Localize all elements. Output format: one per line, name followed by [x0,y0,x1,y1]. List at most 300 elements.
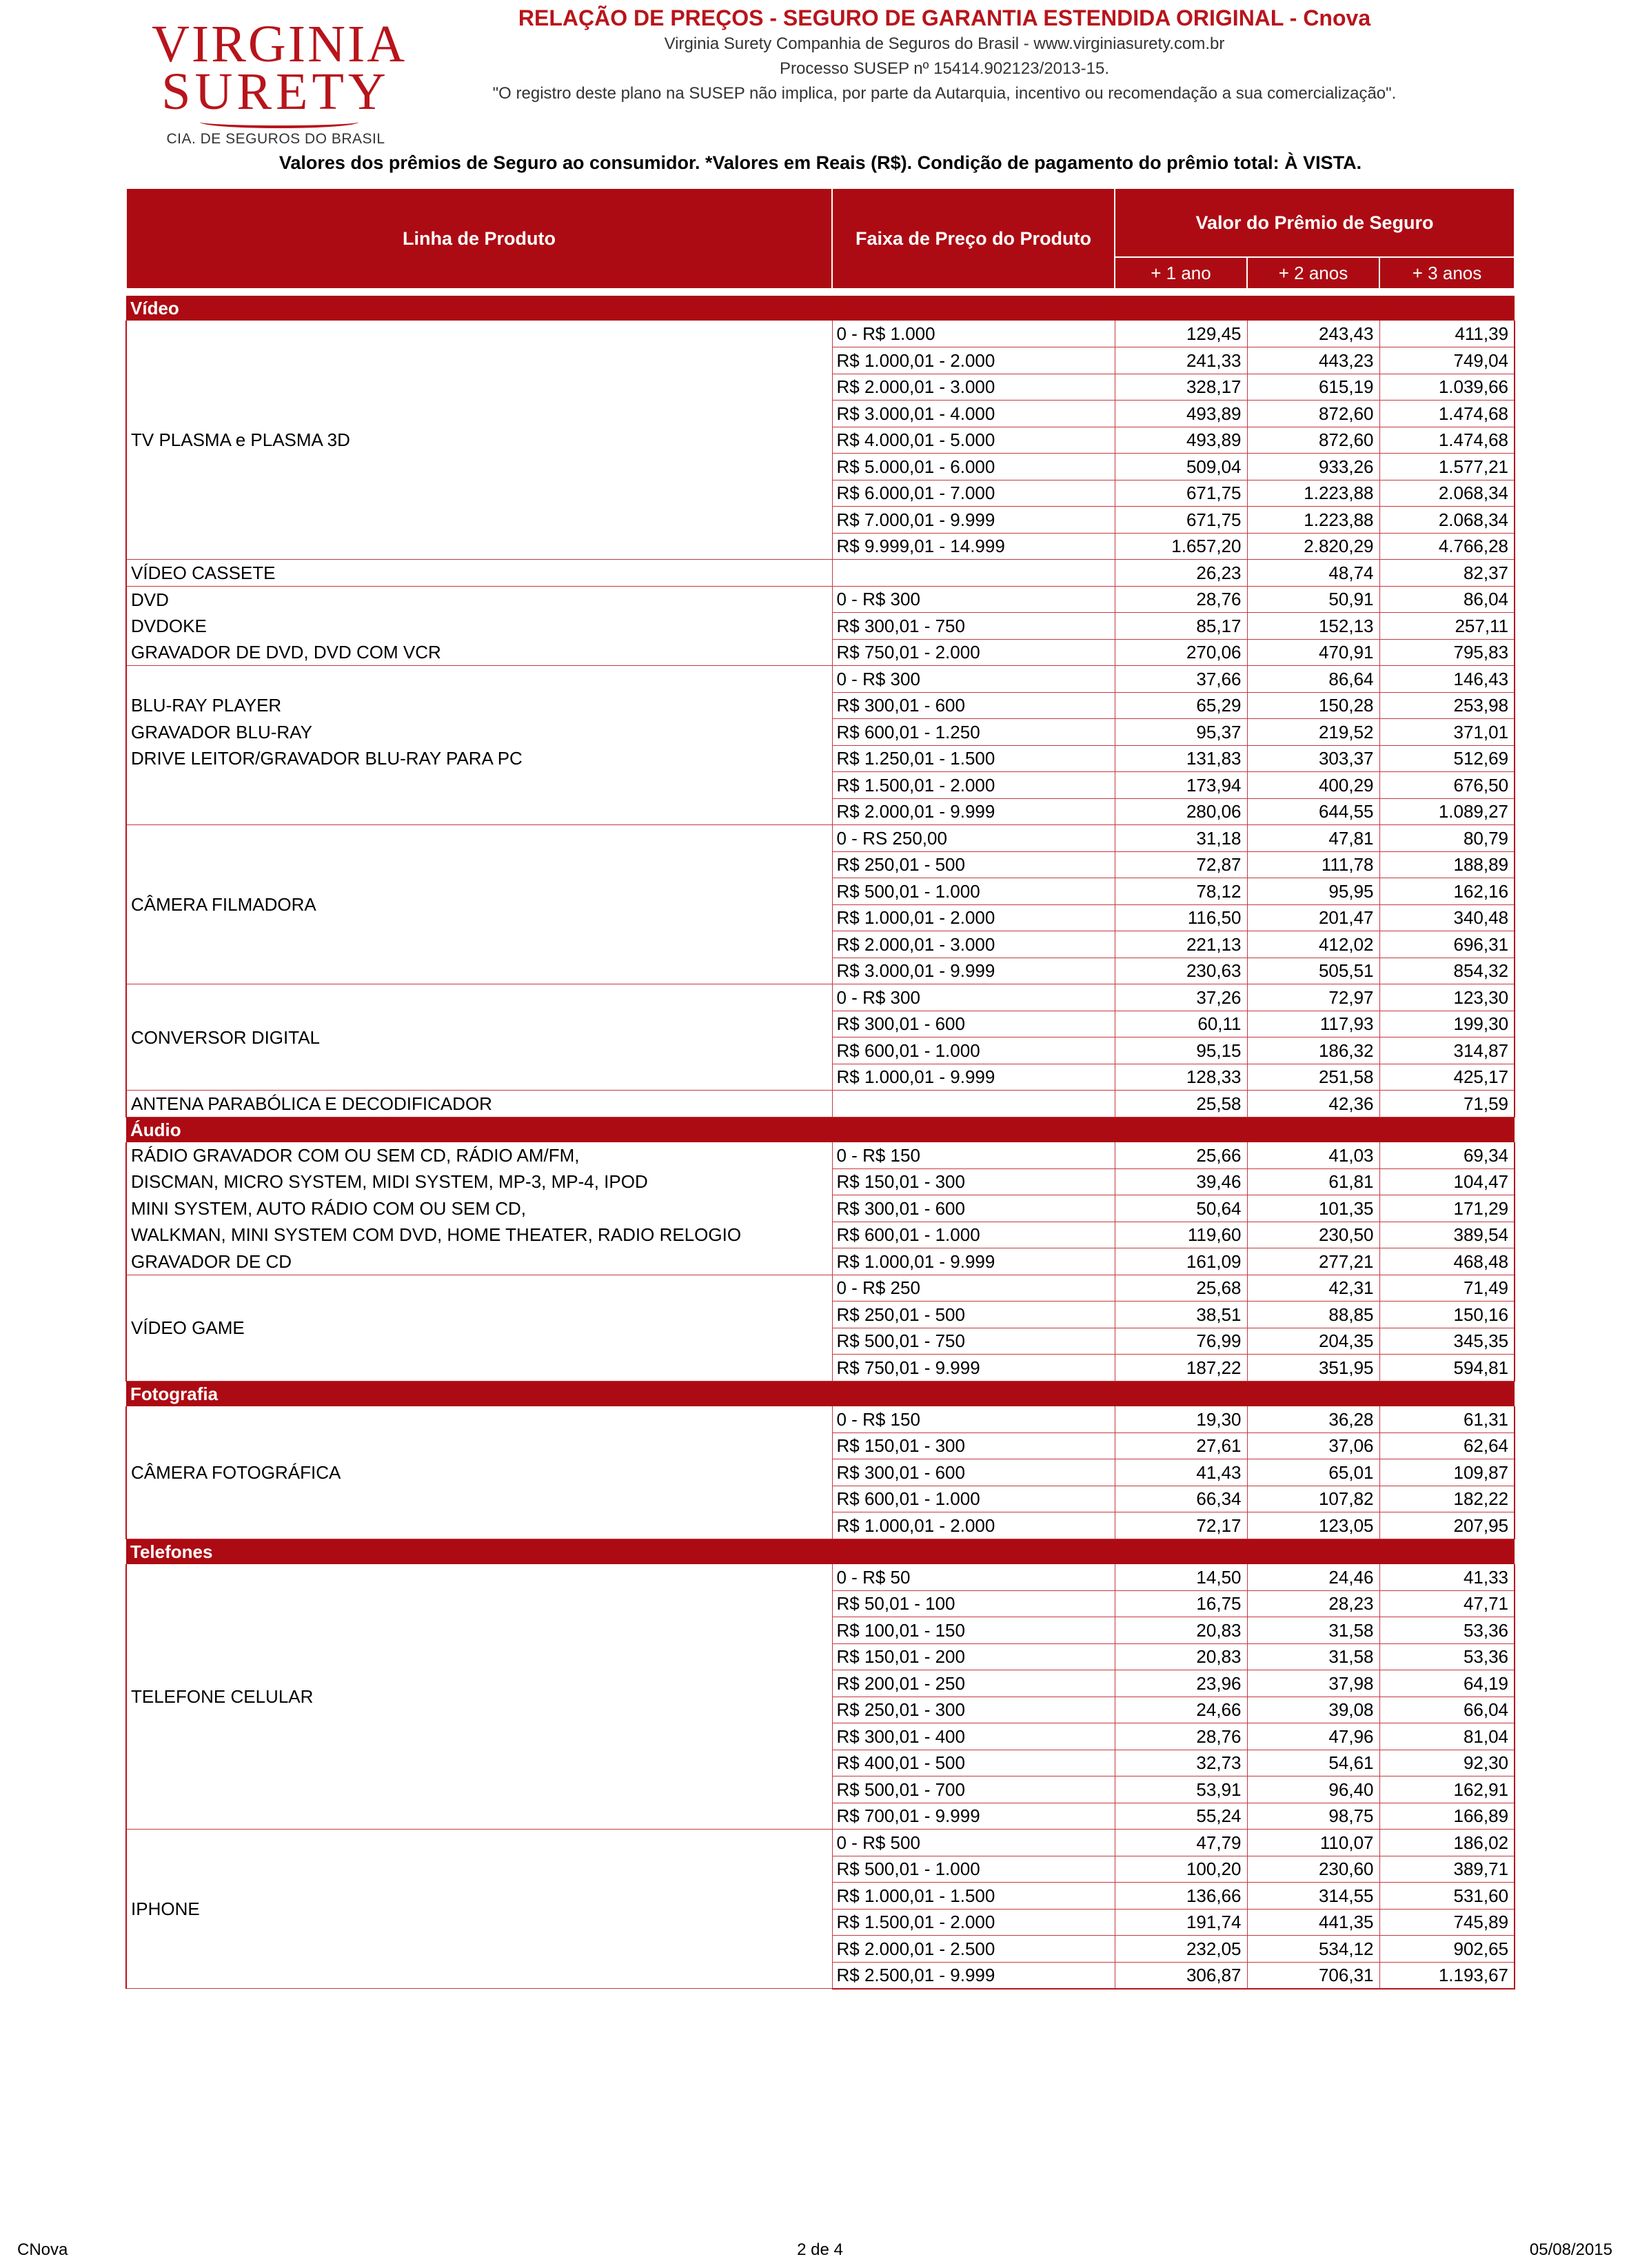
price-range-cell: R$ 150,01 - 300 [832,1168,1115,1195]
premium-1-year-cell: 328,17 [1115,374,1247,401]
premium-2-years-cell: 230,50 [1247,1222,1379,1248]
premium-3-years-cell: 162,16 [1379,878,1515,905]
premium-2-years-cell: 204,35 [1247,1328,1379,1355]
premium-1-year-cell: 20,83 [1115,1643,1247,1670]
premium-1-year-cell: 31,18 [1115,825,1247,852]
price-range-cell: 0 - R$ 150 [832,1406,1115,1433]
premium-1-year-cell: 37,66 [1115,666,1247,693]
table-row [126,984,1515,1011]
premium-1-year-cell: 280,06 [1115,798,1247,825]
price-range-cell: R$ 7.000,01 - 9.999 [832,507,1115,534]
table-row [126,1830,1515,1856]
premium-1-year-cell: 65,29 [1115,692,1247,719]
product-name-cell: BLU-RAY PLAYER [126,692,832,719]
premium-2-years-cell: 706,31 [1247,1962,1379,1989]
premium-2-years-cell: 230,60 [1247,1856,1379,1883]
premium-3-years-cell: 80,79 [1379,825,1515,852]
premium-3-years-cell: 854,32 [1379,958,1515,984]
premium-1-year-cell: 72,87 [1115,851,1247,878]
premium-1-year-cell: 221,13 [1115,931,1247,958]
price-range-cell: R$ 500,01 - 1.000 [832,1856,1115,1883]
premium-3-years-cell: 1.577,21 [1379,454,1515,480]
premium-3-years-cell: 2.068,34 [1379,480,1515,507]
product-name-line: IPHONE [131,1899,200,1919]
price-range-cell: 0 - R$ 250 [832,1275,1115,1302]
logo-swoosh [200,116,358,128]
table-row [126,1406,1515,1433]
price-range-cell: R$ 1.000,01 - 1.500 [832,1883,1115,1910]
price-range-cell: R$ 750,01 - 9.999 [832,1355,1115,1381]
premium-1-year-cell: 270,06 [1115,639,1247,666]
premium-1-year-cell: 25,66 [1115,1142,1247,1169]
section-header-row [126,1539,1515,1564]
document-title: RELAÇÃO DE PREÇOS - SEGURO DE GARANTIA ESTENDIDA ORIGINAL - Cnova [518,6,1371,30]
price-range-cell: R$ 100,01 - 150 [832,1617,1115,1644]
table-row [126,772,1515,799]
premium-2-years-cell: 441,35 [1247,1909,1379,1936]
price-range-cell: R$ 600,01 - 1.000 [832,1486,1115,1512]
premium-2-years-cell: 50,91 [1247,586,1379,613]
product-name-cell: GRAVADOR DE CD [126,1248,832,1275]
premium-1-year-cell: 493,89 [1115,427,1247,454]
premium-3-years-cell: 531,60 [1379,1883,1515,1910]
product-name-cell [126,321,832,560]
premium-3-years-cell: 182,22 [1379,1486,1515,1512]
header-spacer [126,289,1515,296]
premium-1-year-cell: 78,12 [1115,878,1247,905]
premium-2-years-cell: 88,85 [1247,1302,1379,1328]
table-row [126,1222,1515,1248]
product-name-cell [126,1564,832,1830]
section-header-row [126,296,1515,321]
premium-3-years-cell: 47,71 [1379,1590,1515,1617]
premium-1-year-cell: 27,61 [1115,1432,1247,1459]
premium-1-year-cell: 671,75 [1115,480,1247,507]
premium-2-years-cell: 42,31 [1247,1275,1379,1302]
premium-2-years-cell: 107,82 [1247,1486,1379,1512]
premium-2-years-cell: 37,06 [1247,1432,1379,1459]
price-range-cell: 0 - R$ 500 [832,1830,1115,1856]
premium-3-years-cell: 512,69 [1379,745,1515,772]
price-range-cell: R$ 300,01 - 600 [832,692,1115,719]
footer-page-number: 2 de 4 [797,2240,843,2259]
price-range-cell: R$ 5.000,01 - 6.000 [832,454,1115,480]
premium-2-years-cell: 2.820,29 [1247,533,1379,560]
price-range-cell: R$ 2.500,01 - 9.999 [832,1962,1115,1989]
product-name-cell: WALKMAN, MINI SYSTEM COM DVD, HOME THEATER, RADIO RELOGIO [126,1222,832,1248]
table-row [126,639,1515,666]
premium-1-year-cell: 19,30 [1115,1406,1247,1433]
premium-3-years-cell: 1.089,27 [1379,798,1515,825]
header-premium-value: Valor do Prêmio de Seguro [1115,188,1515,257]
logo-line1: VIRGINIA [152,15,407,73]
price-range-cell: R$ 500,01 - 700 [832,1776,1115,1803]
premium-1-year-cell: 100,20 [1115,1856,1247,1883]
product-name-cell [126,1830,832,1989]
product-name-line: CONVERSOR DIGITAL [131,1026,321,1048]
price-range-cell: R$ 6.000,01 - 7.000 [832,480,1115,507]
premium-1-year-cell: 25,68 [1115,1275,1247,1302]
premium-2-years-cell: 61,81 [1247,1168,1379,1195]
price-range-cell: R$ 700,01 - 9.999 [832,1803,1115,1830]
premium-1-year-cell: 38,51 [1115,1302,1247,1328]
price-range-cell: R$ 2.000,01 - 3.000 [832,374,1115,401]
table-row [126,560,1515,587]
price-range-cell: R$ 300,01 - 750 [832,613,1115,640]
premium-1-year-cell: 37,26 [1115,984,1247,1011]
table-row [126,825,1515,852]
premium-3-years-cell: 41,33 [1379,1564,1515,1591]
premium-2-years-cell: 872,60 [1247,401,1379,427]
premium-2-years-cell: 42,36 [1247,1091,1379,1117]
premium-2-years-cell: 243,43 [1247,321,1379,347]
premium-2-years-cell: 314,55 [1247,1883,1379,1910]
product-name-cell: DISCMAN, MICRO SYSTEM, MIDI SYSTEM, MP-3, MP-4, IPOD [126,1168,832,1195]
premium-2-years-cell: 37,98 [1247,1670,1379,1697]
premium-2-years-cell: 101,35 [1247,1195,1379,1222]
price-range-cell: R$ 750,01 - 2.000 [832,639,1115,666]
table-row [126,745,1515,772]
premium-3-years-cell: 104,47 [1379,1168,1515,1195]
premium-3-years-cell: 371,01 [1379,719,1515,746]
section-title: Fotografia [126,1381,1515,1406]
price-range-cell: 0 - R$ 300 [832,984,1115,1011]
premium-2-years-cell: 31,58 [1247,1643,1379,1670]
price-range-cell: R$ 1.000,01 - 2.000 [832,347,1115,374]
premium-2-years-cell: 123,05 [1247,1512,1379,1539]
footer-date: 05/08/2015 [1529,2240,1612,2259]
premium-3-years-cell: 1.039,66 [1379,374,1515,401]
premium-2-years-cell: 470,91 [1247,639,1379,666]
product-name-cell [126,825,832,984]
price-range-cell [832,560,1115,587]
premium-1-year-cell: 509,04 [1115,454,1247,480]
premium-3-years-cell: 62,64 [1379,1432,1515,1459]
premium-2-years-cell: 117,93 [1247,1011,1379,1037]
premium-3-years-cell: 1.193,67 [1379,1962,1515,1989]
table-row [126,1275,1515,1302]
premium-2-years-cell: 534,12 [1247,1936,1379,1963]
header-product-line: Linha de Produto [126,188,832,289]
price-table-body [126,296,1515,1989]
premium-2-years-cell: 615,19 [1247,374,1379,401]
process-line: Processo SUSEP nº 15414.902123/2013-15. [780,59,1109,78]
product-name-cell [126,798,832,825]
price-range-cell: R$ 3.000,01 - 9.999 [832,958,1115,984]
premium-2-years-cell: 1.223,88 [1247,507,1379,534]
premium-1-year-cell: 306,87 [1115,1962,1247,1989]
footer-left: CNova [17,2240,68,2259]
premium-2-years-cell: 201,47 [1247,904,1379,931]
price-range-cell: R$ 1.250,01 - 1.500 [832,745,1115,772]
table-row [126,1564,1515,1591]
product-name-cell: GRAVADOR DE DVD, DVD COM VCR [126,639,832,666]
product-name-cell: DVDOKE [126,613,832,640]
premium-3-years-cell: 53,36 [1379,1617,1515,1644]
price-range-cell: R$ 1.500,01 - 2.000 [832,772,1115,799]
premium-3-years-cell: 314,87 [1379,1037,1515,1064]
premium-1-year-cell: 116,50 [1115,904,1247,931]
premium-3-years-cell: 676,50 [1379,772,1515,799]
premium-2-years-cell: 644,55 [1247,798,1379,825]
premium-3-years-cell: 171,29 [1379,1195,1515,1222]
price-range-cell: R$ 300,01 - 600 [832,1195,1115,1222]
premium-2-years-cell: 28,23 [1247,1590,1379,1617]
premium-1-year-cell: 173,94 [1115,772,1247,799]
premium-2-years-cell: 152,13 [1247,613,1379,640]
premium-3-years-cell: 86,04 [1379,586,1515,613]
premium-1-year-cell: 95,15 [1115,1037,1247,1064]
premium-3-years-cell: 411,39 [1379,321,1515,347]
premium-1-year-cell: 128,33 [1115,1064,1247,1091]
premium-2-years-cell: 412,02 [1247,931,1379,958]
product-name-cell: GRAVADOR BLU-RAY [126,719,832,746]
premium-3-years-cell: 64,19 [1379,1670,1515,1697]
premium-1-year-cell: 95,37 [1115,719,1247,746]
premium-1-year-cell: 187,22 [1115,1355,1247,1381]
premium-2-years-cell: 219,52 [1247,719,1379,746]
premium-2-years-cell: 24,46 [1247,1564,1379,1591]
premium-2-years-cell: 36,28 [1247,1406,1379,1433]
premium-1-year-cell: 66,34 [1115,1486,1247,1512]
premium-1-year-cell: 129,45 [1115,321,1247,347]
premium-1-year-cell: 20,83 [1115,1617,1247,1644]
table-row [126,321,1515,347]
premium-3-years-cell: 146,43 [1379,666,1515,693]
section-header-row [126,1381,1515,1406]
premium-3-years-cell: 81,04 [1379,1723,1515,1750]
premium-2-years-cell: 48,74 [1247,560,1379,587]
premium-3-years-cell: 109,87 [1379,1459,1515,1486]
premium-1-year-cell: 50,64 [1115,1195,1247,1222]
price-range-cell: R$ 600,01 - 1.000 [832,1222,1115,1248]
premium-1-year-cell: 53,91 [1115,1776,1247,1803]
premium-2-years-cell: 65,01 [1247,1459,1379,1486]
table-row [126,692,1515,719]
premium-3-years-cell: 66,04 [1379,1697,1515,1723]
price-range-cell: 0 - R$ 1.000 [832,321,1115,347]
section-title: Telefones [126,1539,1515,1564]
premium-1-year-cell: 32,73 [1115,1750,1247,1776]
section-title: Vídeo [126,296,1515,321]
premium-1-year-cell: 241,33 [1115,347,1247,374]
price-range-cell: R$ 50,01 - 100 [832,1590,1115,1617]
premium-1-year-cell: 28,76 [1115,586,1247,613]
premium-3-years-cell: 745,89 [1379,1909,1515,1936]
premium-1-year-cell: 60,11 [1115,1011,1247,1037]
price-range-cell: 0 - R$ 50 [832,1564,1115,1591]
premium-1-year-cell: 26,23 [1115,560,1247,587]
header-price-range: Faixa de Preço do Produto [832,188,1115,289]
premium-2-years-cell: 351,95 [1247,1355,1379,1381]
premium-3-years-cell: 1.474,68 [1379,427,1515,454]
product-name-line: TV PLASMA e PLASMA 3D [131,429,350,450]
premium-1-year-cell: 1.657,20 [1115,533,1247,560]
premium-3-years-cell: 188,89 [1379,851,1515,878]
premium-3-years-cell: 61,31 [1379,1406,1515,1433]
price-range-cell: R$ 400,01 - 500 [832,1750,1115,1776]
table-row [126,719,1515,746]
premium-2-years-cell: 111,78 [1247,851,1379,878]
premium-1-year-cell: 191,74 [1115,1909,1247,1936]
price-range-cell: 0 - R$ 150 [832,1142,1115,1169]
premium-3-years-cell: 345,35 [1379,1328,1515,1355]
product-name-cell [126,1275,832,1381]
virginia-surety-logo [152,15,407,147]
premium-3-years-cell: 795,83 [1379,639,1515,666]
product-name-line: CÂMERA FOTOGRÁFICA [131,1461,341,1483]
price-range-cell: R$ 250,01 - 300 [832,1697,1115,1723]
premium-3-years-cell: 150,16 [1379,1302,1515,1328]
premium-1-year-cell: 25,58 [1115,1091,1247,1117]
price-range-cell: R$ 250,01 - 500 [832,1302,1115,1328]
premium-3-years-cell: 82,37 [1379,560,1515,587]
product-name-cell [126,772,832,799]
price-range-cell: R$ 300,01 - 600 [832,1011,1115,1037]
price-range-cell: R$ 150,01 - 200 [832,1643,1115,1670]
price-range-cell: R$ 150,01 - 300 [832,1432,1115,1459]
premium-2-years-cell: 933,26 [1247,454,1379,480]
premium-1-year-cell: 39,46 [1115,1168,1247,1195]
premium-2-years-cell: 96,40 [1247,1776,1379,1803]
premium-2-years-cell: 31,58 [1247,1617,1379,1644]
premium-2-years-cell: 72,97 [1247,984,1379,1011]
premium-3-years-cell: 207,95 [1379,1512,1515,1539]
disclaimer-line: "O registro deste plano na SUSEP não implica, por parte da Autarquia, incentivo ou recomendação a sua comercialização". [492,84,1397,103]
table-row [126,586,1515,613]
table-row [126,1142,1515,1169]
product-name-cell: VÍDEO CASSETE [126,560,832,587]
premium-3-years-cell: 1.474,68 [1379,401,1515,427]
premium-3-years-cell: 123,30 [1379,984,1515,1011]
price-range-cell: R$ 600,01 - 1.250 [832,719,1115,746]
table-row [126,1091,1515,1117]
premium-3-years-cell: 425,17 [1379,1064,1515,1091]
table-row [126,1248,1515,1275]
price-range-cell: 0 - RS 250,00 [832,825,1115,852]
company-line: Virginia Surety Companhia de Seguros do Brasil - www.virginiasurety.com.br [664,34,1225,53]
premium-3-years-cell: 389,54 [1379,1222,1515,1248]
premium-1-year-cell: 14,50 [1115,1564,1247,1591]
premium-3-years-cell: 749,04 [1379,347,1515,374]
premium-3-years-cell: 468,48 [1379,1248,1515,1275]
product-name-cell: DVD [126,586,832,613]
product-name-line: TELEFONE CELULAR [131,1685,314,1707]
premium-3-years-cell: 4.766,28 [1379,533,1515,560]
premium-2-years-cell: 872,60 [1247,427,1379,454]
premium-3-years-cell: 253,98 [1379,692,1515,719]
price-range-cell: R$ 1.000,01 - 9.999 [832,1248,1115,1275]
premium-1-year-cell: 47,79 [1115,1830,1247,1856]
price-range-cell: R$ 1.500,01 - 2.000 [832,1909,1115,1936]
price-table-wrapper [125,188,1514,1989]
premium-1-year-cell: 119,60 [1115,1222,1247,1248]
product-name-line: CÂMERA FILMADORA [131,894,316,915]
premium-1-year-cell: 671,75 [1115,507,1247,534]
header-year3: + 3 anos [1379,257,1515,289]
price-range-cell: R$ 2.000,01 - 9.999 [832,798,1115,825]
premium-1-year-cell: 55,24 [1115,1803,1247,1830]
product-name-cell [126,1406,832,1539]
price-range-cell: R$ 4.000,01 - 5.000 [832,427,1115,454]
price-range-cell: R$ 300,01 - 600 [832,1459,1115,1486]
premium-3-years-cell: 594,81 [1379,1355,1515,1381]
premium-2-years-cell: 277,21 [1247,1248,1379,1275]
premium-2-years-cell: 505,51 [1247,958,1379,984]
premium-1-year-cell: 230,63 [1115,958,1247,984]
premium-2-years-cell: 150,28 [1247,692,1379,719]
premium-3-years-cell: 902,65 [1379,1936,1515,1963]
price-range-cell: R$ 1.000,01 - 9.999 [832,1064,1115,1091]
price-range-cell: R$ 2.000,01 - 3.000 [832,931,1115,958]
product-name-line: VÍDEO GAME [131,1317,245,1338]
price-range-cell: R$ 200,01 - 250 [832,1670,1115,1697]
table-row [126,613,1515,640]
price-range-cell: R$ 250,01 - 500 [832,851,1115,878]
section-title: Áudio [126,1117,1515,1142]
logo-line2: SURETY [161,63,390,121]
premium-2-years-cell: 98,75 [1247,1803,1379,1830]
table-row [126,666,1515,693]
premium-2-years-cell: 54,61 [1247,1750,1379,1776]
product-name-cell [126,984,832,1091]
premium-1-year-cell: 16,75 [1115,1590,1247,1617]
premium-1-year-cell: 28,76 [1115,1723,1247,1750]
premium-3-years-cell: 71,49 [1379,1275,1515,1302]
premium-2-years-cell: 1.223,88 [1247,480,1379,507]
price-range-cell: R$ 300,01 - 400 [832,1723,1115,1750]
premium-3-years-cell: 199,30 [1379,1011,1515,1037]
price-range-cell: R$ 2.000,01 - 2.500 [832,1936,1115,1963]
price-range-cell: R$ 500,01 - 1.000 [832,878,1115,905]
premium-1-year-cell: 76,99 [1115,1328,1247,1355]
product-name-cell: DRIVE LEITOR/GRAVADOR BLU-RAY PARA PC [126,745,832,772]
premium-3-years-cell: 389,71 [1379,1856,1515,1883]
premium-2-years-cell: 95,95 [1247,878,1379,905]
pricing-subtitle: Valores dos prêmios de Seguro ao consumidor. *Valores em Reais (R$). Condição de pagamento do prêmio total: À VISTA. [279,152,1362,173]
premium-1-year-cell: 232,05 [1115,1936,1247,1963]
product-name-cell: RÁDIO GRAVADOR COM OU SEM CD, RÁDIO AM/FM, [126,1142,832,1169]
premium-2-years-cell: 443,23 [1247,347,1379,374]
premium-2-years-cell: 86,64 [1247,666,1379,693]
premium-3-years-cell: 257,11 [1379,613,1515,640]
table-row [126,1195,1515,1222]
product-name-cell [126,666,832,693]
header-year1: + 1 ano [1115,257,1247,289]
premium-2-years-cell: 186,32 [1247,1037,1379,1064]
header-year2: + 2 anos [1247,257,1379,289]
premium-2-years-cell: 47,81 [1247,825,1379,852]
premium-3-years-cell: 71,59 [1379,1091,1515,1117]
table-row [126,798,1515,825]
premium-3-years-cell: 2.068,34 [1379,507,1515,534]
premium-1-year-cell: 72,17 [1115,1512,1247,1539]
premium-3-years-cell: 186,02 [1379,1830,1515,1856]
price-range-cell: R$ 600,01 - 1.000 [832,1037,1115,1064]
premium-1-year-cell: 41,43 [1115,1459,1247,1486]
premium-1-year-cell: 131,83 [1115,745,1247,772]
premium-3-years-cell: 69,34 [1379,1142,1515,1169]
premium-2-years-cell: 251,58 [1247,1064,1379,1091]
logo-tagline: CIA. DE SEGUROS DO BRASIL [166,131,385,147]
premium-2-years-cell: 303,37 [1247,745,1379,772]
premium-3-years-cell: 696,31 [1379,931,1515,958]
premium-3-years-cell: 162,91 [1379,1776,1515,1803]
price-table [125,188,1515,1989]
premium-2-years-cell: 47,96 [1247,1723,1379,1750]
price-range-cell: 0 - R$ 300 [832,666,1115,693]
price-range-cell: R$ 9.999,01 - 14.999 [832,533,1115,560]
